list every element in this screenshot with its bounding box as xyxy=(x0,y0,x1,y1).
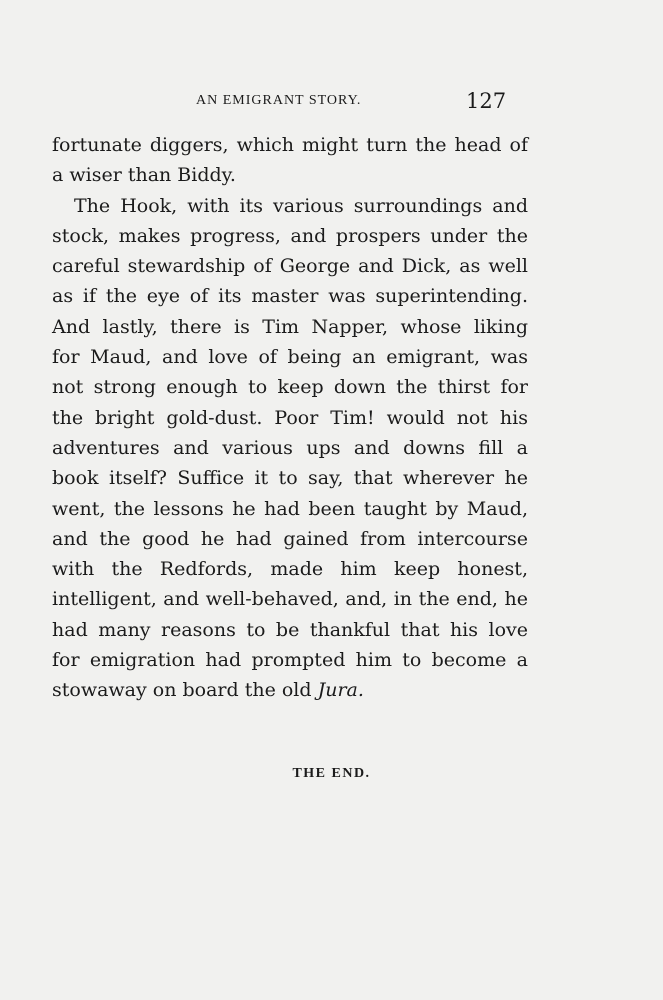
text-line: and the good he had gained from intercourse xyxy=(52,527,528,550)
text-line: stock, makes progress, and prospers under the xyxy=(52,224,528,247)
page-number: 127 xyxy=(466,89,507,113)
text-line: not strong enough to keep down the thirst for xyxy=(52,376,528,399)
running-head xyxy=(0,90,663,116)
text-line: fortunate diggers, which might turn the head of xyxy=(52,134,528,156)
text-line: as if the eye of its master was superintending. xyxy=(52,285,528,308)
text-line: for emigration had prompted him to become a xyxy=(52,649,528,672)
paragraph-first-line: The Hook, with its various surroundings and xyxy=(74,194,528,217)
body-text xyxy=(52,130,528,706)
the-end-label: THE END. xyxy=(292,766,371,781)
text-line-start: stowaway on board the old xyxy=(52,679,318,702)
paragraph-last-line xyxy=(52,675,528,705)
text-line: had many reasons to be thankful that his love xyxy=(52,618,528,641)
ship-name: Jura. xyxy=(317,679,364,702)
text-line: with the Redfords, made him keep honest, xyxy=(52,558,528,581)
text-line: intelligent, and well-behaved, and, in the end, he xyxy=(52,588,528,611)
text-line: a wiser than Biddy. xyxy=(52,164,236,187)
text-line: the bright gold-dust. Poor Tim! would not his xyxy=(52,406,528,429)
text-line: careful stewardship of George and Dick, as well xyxy=(52,255,528,278)
text-line: And lastly, there is Tim Napper, whose liking xyxy=(52,315,528,338)
text-line: for Maud, and love of being an emigrant, was xyxy=(52,346,528,369)
text-line: book itself? Suffice it to say, that wherever he xyxy=(52,467,528,490)
running-title: AN EMIGRANT STORY. xyxy=(196,93,362,108)
text-line: went, the lessons he had been taught by Maud, xyxy=(52,497,528,520)
text-line: adventures and various ups and downs fill a xyxy=(52,436,528,459)
